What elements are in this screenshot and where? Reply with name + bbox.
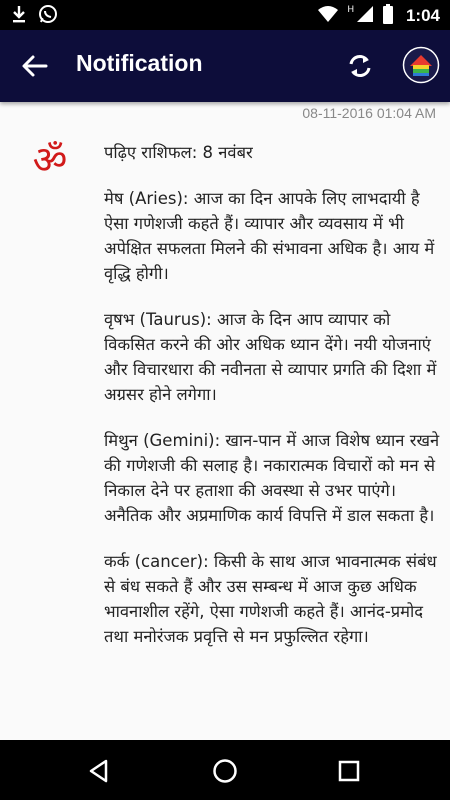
notification-message [104, 140, 440, 740]
home-circle-icon [210, 771, 240, 790]
arrow-left-icon [20, 65, 50, 84]
back-triangle-icon [84, 771, 114, 790]
recents-square-icon [334, 771, 364, 790]
signal-icon [356, 5, 374, 27]
app-logo-button[interactable] [402, 46, 440, 84]
wifi-icon [317, 5, 339, 27]
whatsapp-icon [38, 4, 58, 28]
house-logo-icon [402, 69, 440, 88]
message-heading: पढ़िए राशिफल: 8 नवंबर [104, 143, 253, 162]
horoscope-gemini: मिथुन (Gemini): खान-पान में आज विशेष ध्यान रखने की गणेशजी की सलाह है। नकारात्मक विचारों को मन से निकाल देने पर हताशा की अवस्था से उभर पाएंगे। अनैतिक और अप्रमाणिक कार्य विपत्ति में डाल सकता है। [104, 431, 440, 525]
navigation-bar [0, 740, 450, 800]
page-title: Notification [76, 50, 203, 76]
notification-timestamp: 08-11-2016 01:04 AM [302, 105, 436, 121]
horoscope-cancer: कर्क (cancer): किसी के साथ आज भावनात्मक संबंध से बंध सकते हैं और उस सम्बन्ध में आज कुछ अधिक भावनाशील रहेंगे, ऐसा गणेशजी कहते हैं। आनंद-प्रमोद तथा मनोरंजक प्रवृत्ति से मन प्रफुल्लित रहेगा। [104, 552, 437, 646]
back-button[interactable] [20, 52, 50, 80]
app-bar [0, 30, 450, 102]
refresh-button[interactable] [346, 52, 374, 80]
status-bar [0, 0, 450, 30]
nav-recents-button[interactable] [334, 756, 364, 786]
network-type-label: H [347, 4, 354, 14]
horoscope-aries: मेष (Aries): आज का दिन आपके लिए लाभदायी है ऐसा गणेशजी कहते हैं। व्यापार और व्यवसाय में भी अपेक्षित सफलता मिलने की संभावना अधिक है। आय में वृद्धि होगी। [104, 189, 435, 283]
clock-time: 1:04 [405, 6, 440, 25]
battery-icon [382, 4, 394, 28]
horoscope-taurus: वृषभ (Taurus): आज के दिन आप व्यापार को विकसित करने की ओर अधिक ध्यान देंगे। नयी योजनाएं और विचारधारा की नवीनता से व्यापार प्रगति की दिशा में अग्रसर होने लगेगा। [104, 310, 437, 404]
om-icon: ॐ [32, 138, 68, 182]
download-icon [10, 4, 28, 28]
refresh-icon [346, 65, 374, 84]
nav-back-button[interactable] [84, 756, 114, 786]
nav-home-button[interactable] [210, 756, 240, 786]
